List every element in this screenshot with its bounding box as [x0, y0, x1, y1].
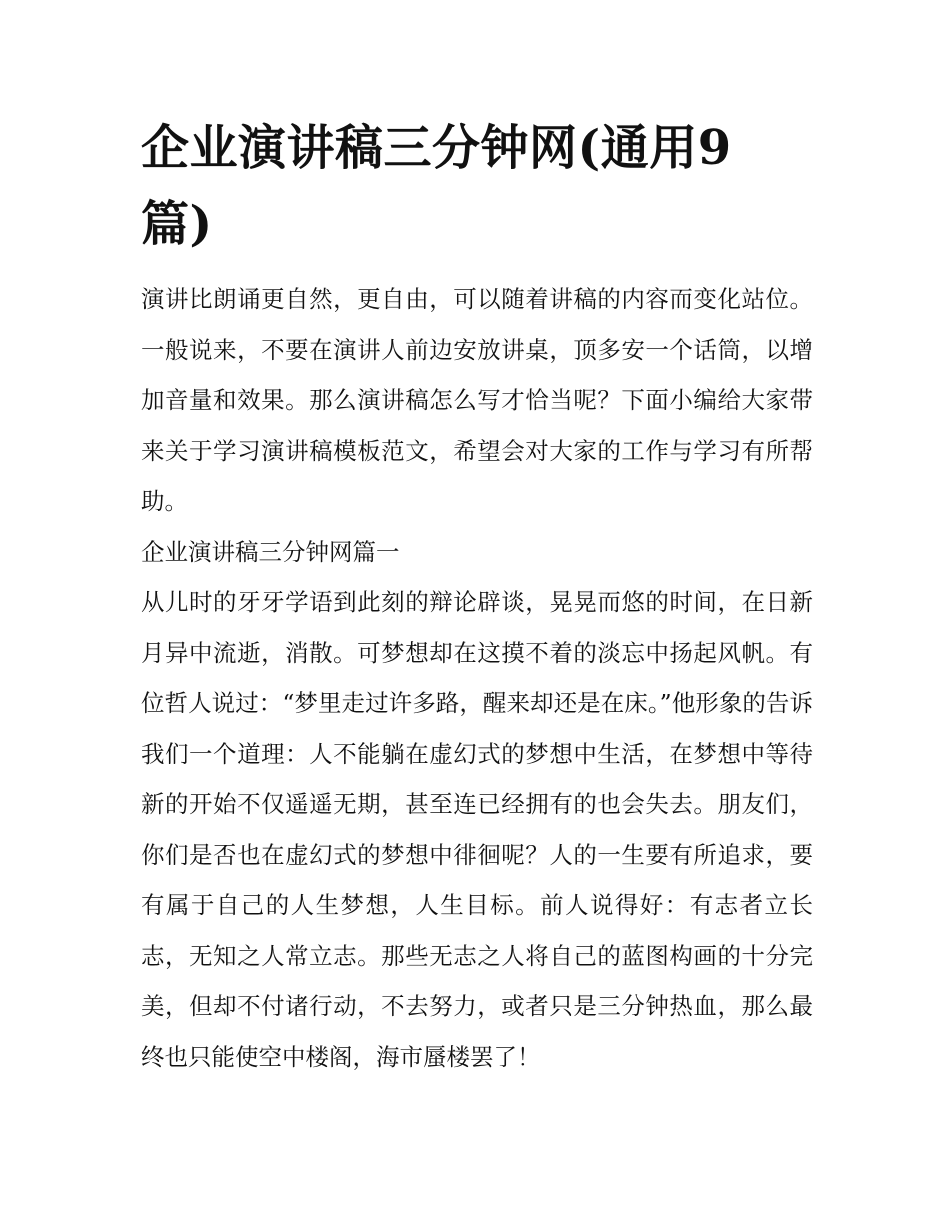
- document-title: 企业演讲稿三分钟网(通用9篇): [141, 120, 732, 252]
- section-paragraph: 从儿时的牙牙学语到此刻的辩论辟谈，晃晃而悠的时间，在日新月异中流逝，消散。可梦想却在这摸不着的淡忘中扬起风帆。有位哲人说过：“梦里走过许多路，醒来却还是在床。”他形象的告诉我们一个道理：人不能躺在虚幻式的梦想中生活，在梦想中等待新的开始不仅遥遥无期，甚至连已经拥有的也会失去。朋友们，你们是否也在虚幻式的梦想中徘徊呢？人的一生要有所追求，要有属于自己的人生梦想，人生目标。前人说得好：有志者立长志，无知之人常立志。那些无志之人将自己的蓝图构画的十分完美，但却不付诸行动，不去努力，或者只是三分钟热血，那么最终也只能使空中楼阁，海市蜃楼罢了！: [141, 588, 813, 1071]
- section-heading: 企业演讲稿三分钟网篇一: [141, 537, 400, 566]
- intro-paragraph: 演讲比朗诵更自然，更自由，可以随着讲稿的内容而变化站位。一般说来，不要在演讲人前边安放讲桌，顶多安一个话筒，以增加音量和效果。那么演讲稿怎么写才恰当呢？下面小编给大家带来关于学习演讲稿模板范文，希望会对大家的工作与学习有所帮助。: [141, 285, 813, 515]
- document-page: [141, 110, 813, 1082]
